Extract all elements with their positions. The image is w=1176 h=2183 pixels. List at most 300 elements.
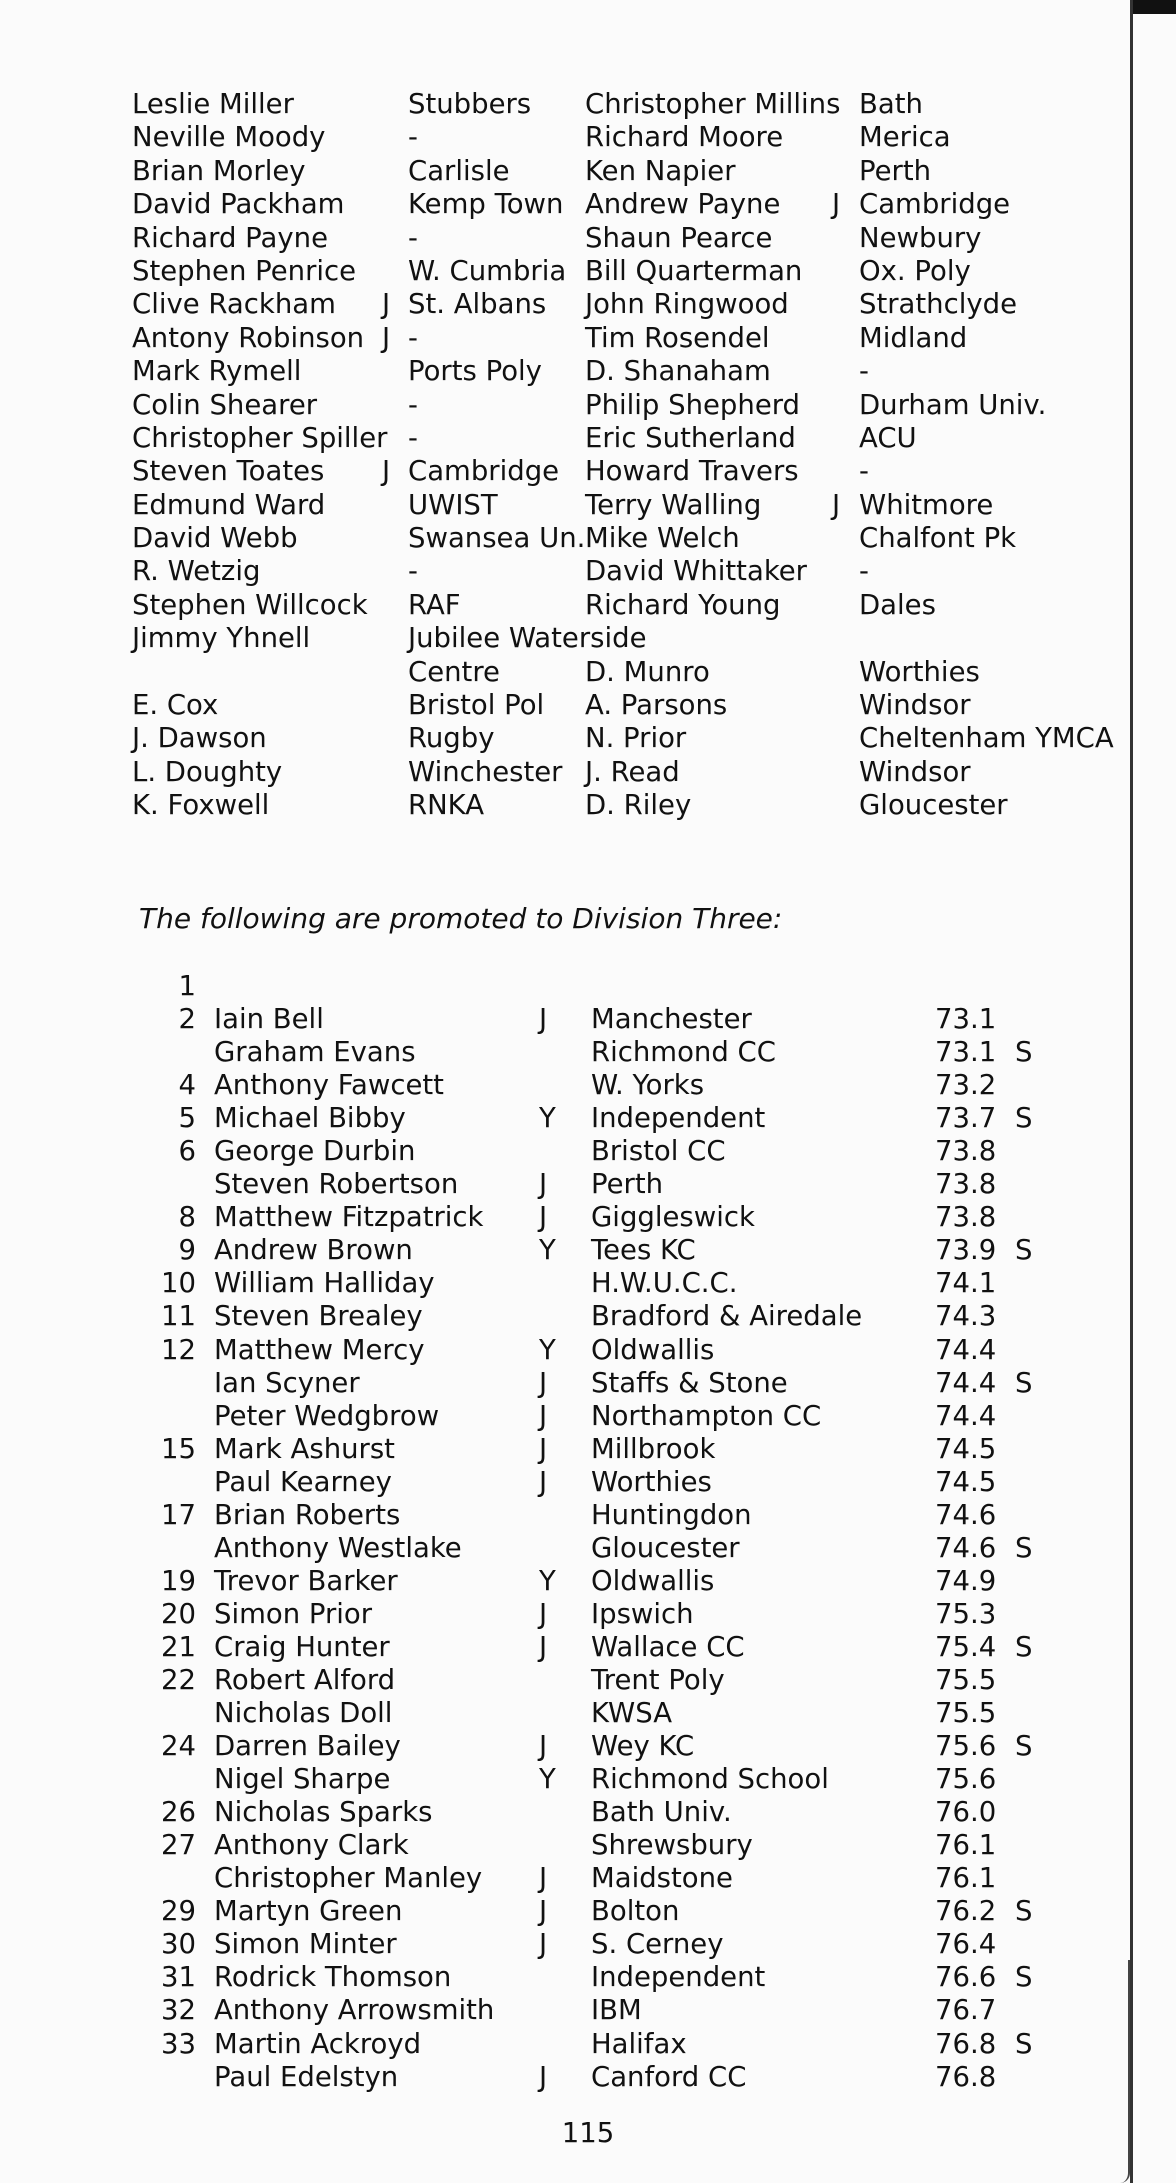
promotion-row (0, 1367, 1100, 1400)
name-list-row (132, 355, 1132, 388)
competitor-name: Ian Scyner (214, 1366, 360, 1399)
competitor-name: Simon Prior (214, 1597, 373, 1630)
age-flag: J (539, 2060, 548, 2093)
club-name: Newbury (859, 221, 982, 254)
name-list-row (132, 121, 1132, 154)
club-name: Trent Poly (591, 1663, 725, 1696)
competitor-name: Mike Welch (585, 522, 740, 555)
club-name: Midland (859, 321, 968, 354)
promotion-row (0, 1267, 1100, 1300)
age-flag: J (539, 1630, 548, 1663)
promotion-table (0, 970, 1100, 2094)
page-number: 115 (561, 2117, 615, 2149)
score-value: 75.5 (935, 1697, 997, 1730)
club-name: Huntingdon (591, 1498, 752, 1531)
senior-flag: S (1015, 1366, 1033, 1399)
club-name: Merica (859, 121, 951, 154)
promotion-row (0, 1895, 1100, 1928)
club-name: Giggleswick (591, 1201, 755, 1234)
junior-flag: J (832, 488, 841, 521)
club-name: Bath Univ. (591, 1796, 732, 1829)
position-number: 10 (161, 1267, 196, 1300)
score-value: 73.8 (935, 1168, 997, 1201)
position-number: 15 (161, 1432, 196, 1465)
club-name: Stubbers (408, 88, 532, 120)
senior-flag: S (1015, 1730, 1033, 1763)
competitor-name: Richard Payne (132, 221, 328, 254)
club-name: W. Cumbria (408, 254, 567, 287)
score-value: 74.4 (935, 1366, 997, 1399)
position-number: 29 (161, 1895, 196, 1928)
competitor-name: A. Parsons (585, 689, 728, 722)
club-name: Bath (859, 88, 923, 120)
score-value: 76.4 (935, 1928, 997, 1961)
club-name: - (859, 455, 869, 488)
competitor-name: Craig Hunter (214, 1630, 390, 1663)
name-list-row (132, 455, 1132, 488)
age-flag: J (539, 1597, 548, 1630)
club-name: W. Yorks (591, 1069, 705, 1102)
competitor-name: Clive Rackham (132, 288, 336, 321)
promotion-row (0, 1961, 1100, 1994)
name-list-row (132, 188, 1132, 221)
promotion-row (0, 1334, 1100, 1367)
competitor-name: Paul Kearney (214, 1465, 392, 1498)
name-list-row (132, 422, 1132, 455)
name-list-row (132, 88, 1132, 121)
score-value: 74.4 (935, 1333, 997, 1366)
position-number: 21 (161, 1630, 196, 1663)
score-value: 76.1 (935, 1862, 997, 1895)
promotion-row (0, 1069, 1100, 1102)
club-name: Chalfont Pk (859, 522, 1017, 555)
competitor-name: Steven Brealey (214, 1300, 423, 1333)
position-number: 4 (178, 1069, 196, 1102)
position-number: 12 (161, 1333, 196, 1366)
score-value: 74.9 (935, 1564, 997, 1597)
promotion-row (0, 1433, 1100, 1466)
competitor-name: D. Munro (585, 655, 710, 688)
position-number: 33 (161, 2027, 196, 2060)
name-list-row (132, 689, 1132, 722)
senior-flag: S (1015, 2027, 1033, 2060)
competitor-name: E. Cox (132, 689, 219, 722)
score-value: 76.0 (935, 1796, 997, 1829)
promotion-row (0, 2061, 1100, 2094)
club-name: UWIST (408, 488, 498, 521)
club-name: Kemp Town (408, 188, 564, 221)
competitor-name: Antony Robinson (132, 321, 365, 354)
junior-flag: J (382, 288, 391, 321)
score-value: 75.4 (935, 1630, 997, 1663)
score-value: 74.1 (935, 1267, 997, 1300)
competitor-name: D. Shanaham (585, 355, 771, 388)
promotion-row (0, 1003, 1100, 1036)
competitor-name: Graham Evans (214, 1036, 416, 1069)
club-name: Jubilee Waterside (408, 622, 647, 655)
score-value: 74.6 (935, 1531, 997, 1564)
position-number: 2 (178, 1003, 196, 1036)
club-name: Wallace CC (591, 1630, 745, 1663)
score-value: 73.1 (935, 1003, 997, 1036)
position-number: 1 (178, 970, 196, 1002)
promotion-row (0, 1036, 1100, 1069)
name-list-row (132, 656, 1132, 689)
competitor-name: David Whittaker (585, 555, 807, 588)
score-value: 75.5 (935, 1663, 997, 1696)
competitor-name: Stephen Penrice (132, 254, 357, 287)
club-name: Bristol CC (591, 1135, 726, 1168)
age-flag: Y (539, 1102, 556, 1135)
score-value: 75.3 (935, 1597, 997, 1630)
promotion-row (0, 1763, 1100, 1796)
score-value: 75.6 (935, 1763, 997, 1796)
age-flag: Y (539, 1564, 556, 1597)
senior-flag: S (1015, 1531, 1033, 1564)
senior-flag: S (1015, 1102, 1033, 1135)
competitor-name: David Webb (132, 522, 298, 555)
promotion-row (0, 1400, 1100, 1433)
age-flag: J (539, 1399, 548, 1432)
age-flag: J (539, 1432, 548, 1465)
club-name: Carlisle (408, 154, 510, 187)
club-name: KWSA (591, 1697, 673, 1730)
competitor-name: N. Prior (585, 722, 687, 755)
club-name: - (408, 221, 418, 254)
competitor-name: Steven Robertson (214, 1168, 459, 1201)
club-name: Richmond CC (591, 1036, 776, 1069)
competitor-name: Philip Shepherd (585, 388, 801, 421)
club-name: Richmond School (591, 1763, 829, 1796)
age-flag: Y (539, 1763, 556, 1796)
competitor-name: Peter Wedgbrow (214, 1399, 440, 1432)
position-number: 27 (161, 1829, 196, 1862)
name-list-row (132, 322, 1132, 355)
competitor-name: Tim Rosendel (585, 321, 770, 354)
competitor-name: J. Read (585, 755, 680, 788)
competitor-name: J. Dawson (132, 722, 267, 755)
age-flag: J (539, 1862, 548, 1895)
club-name: Maidstone (591, 1862, 733, 1895)
club-name: Dales (859, 588, 936, 621)
promotion-heading: The following are promoted to Division Three: (139, 902, 783, 935)
score-value: 76.8 (935, 2060, 997, 2093)
promotion-row (0, 1102, 1100, 1135)
club-name: Swansea Un. (408, 522, 586, 555)
club-name: Cambridge (408, 455, 560, 488)
promotion-row (0, 1499, 1100, 1532)
promotion-row (0, 1631, 1100, 1664)
competitor-name: Andrew Brown (214, 1234, 413, 1267)
competitor-name: Christopher Spiller (132, 421, 388, 454)
promotion-row (0, 1168, 1100, 1201)
club-name: Windsor (859, 755, 971, 788)
competitor-name: Neville Moody (132, 121, 326, 154)
promotion-row (0, 1466, 1100, 1499)
club-name: Perth (859, 154, 932, 187)
competitor-name: Rodrick Thomson (214, 1961, 452, 1994)
name-list-row (132, 589, 1132, 622)
club-name: RNKA (408, 789, 485, 822)
position-number: 30 (161, 1928, 196, 1961)
competitor-name: Ken Napier (585, 154, 736, 187)
age-flag: Y (539, 1333, 556, 1366)
club-name: Oldwallis (591, 1333, 715, 1366)
position-number: 24 (161, 1730, 196, 1763)
age-flag: J (539, 1730, 548, 1763)
competitor-name: Matthew Mercy (214, 1333, 425, 1366)
name-list-row (132, 389, 1132, 422)
age-flag: J (539, 1895, 548, 1928)
competitor-name: L. Doughty (132, 755, 283, 788)
competitor-name: Christopher Millins (585, 88, 841, 120)
competitor-name: Anthony Clark (214, 1829, 409, 1862)
score-value: 74.6 (935, 1498, 997, 1531)
position-number: 5 (178, 1102, 196, 1135)
competitor-name: Robert Alford (214, 1663, 396, 1696)
name-list-row (132, 155, 1132, 188)
club-name: ACU (859, 421, 917, 454)
club-name: Winchester (408, 755, 563, 788)
score-value: 74.3 (935, 1300, 997, 1333)
club-name: Manchester (591, 1003, 752, 1036)
promotion-row (0, 1300, 1100, 1333)
position-number: 20 (161, 1597, 196, 1630)
club-name: Whitmore (859, 488, 994, 521)
competitor-name: Darren Bailey (214, 1730, 401, 1763)
club-name: Bristol Pol (408, 689, 545, 722)
score-value: 73.2 (935, 1069, 997, 1102)
promotion-row (0, 1829, 1100, 1862)
score-value: 75.6 (935, 1730, 997, 1763)
club-name: S. Cerney (591, 1928, 724, 1961)
promotion-row (0, 1697, 1100, 1730)
competitor-name: Anthony Fawcett (214, 1069, 444, 1102)
age-flag: J (539, 1928, 548, 1961)
senior-flag: S (1015, 1036, 1033, 1069)
club-name: - (408, 388, 418, 421)
age-flag: J (539, 1201, 548, 1234)
club-name: - (408, 321, 418, 354)
club-name: H.W.U.C.C. (591, 1267, 738, 1300)
promotion-row (0, 1135, 1100, 1168)
promotion-row (0, 1664, 1100, 1697)
competitor-name: Stephen Willcock (132, 588, 368, 621)
name-list-row (132, 756, 1132, 789)
promotion-row (0, 1234, 1100, 1267)
club-name: Bolton (591, 1895, 680, 1928)
competitor-name: Trevor Barker (214, 1564, 398, 1597)
age-flag: J (539, 1003, 548, 1036)
club-name: Gloucester (859, 789, 1008, 822)
name-list-row (132, 555, 1132, 588)
competitor-name: Anthony Arrowsmith (214, 1994, 495, 2027)
club-name: St. Albans (408, 288, 547, 321)
position-number: 8 (178, 1201, 196, 1234)
competitor-name: George Durbin (214, 1135, 416, 1168)
name-list-row (132, 489, 1132, 522)
competitor-name: Andrew Payne (585, 188, 781, 221)
club-name: Independent (591, 1961, 766, 1994)
age-flag: J (539, 1168, 548, 1201)
promotion-row (0, 1994, 1100, 2027)
club-name: Tees KC (591, 1234, 696, 1267)
competitor-name: Jimmy Yhnell (132, 622, 311, 655)
page-corner-mark (1133, 0, 1176, 14)
club-name: Durham Univ. (859, 388, 1047, 421)
club-name: Strathclyde (859, 288, 1018, 321)
name-list-row (132, 255, 1132, 288)
competitor-name: Shaun Pearce (585, 221, 773, 254)
competitor-name: K. Foxwell (132, 789, 270, 822)
position-number: 17 (161, 1498, 196, 1531)
score-value: 74.5 (935, 1432, 997, 1465)
promotion-row (0, 970, 1100, 1003)
junior-flag: J (832, 188, 841, 221)
competitor-name: Steven Toates (132, 455, 325, 488)
club-name: Ports Poly (408, 355, 542, 388)
score-value: 73.1 (935, 1036, 997, 1069)
competitor-name: Paul Edelstyn (214, 2060, 399, 2093)
club-name: - (408, 555, 418, 588)
club-name: Ipswich (591, 1597, 694, 1630)
club-name: Cambridge (859, 188, 1011, 221)
competitor-name: Nicholas Sparks (214, 1796, 433, 1829)
club-name: Ox. Poly (859, 254, 971, 287)
club-name: Centre (408, 655, 500, 688)
score-value: 76.6 (935, 1961, 997, 1994)
position-number: 9 (178, 1234, 196, 1267)
club-name: Staffs & Stone (591, 1366, 788, 1399)
club-name: Halifax (591, 2027, 687, 2060)
club-name: Wey KC (591, 1730, 695, 1763)
promotion-row (0, 1862, 1100, 1895)
score-value: 74.4 (935, 1399, 997, 1432)
age-flag: J (539, 1465, 548, 1498)
club-name: Oldwallis (591, 1564, 715, 1597)
club-name: - (859, 555, 869, 588)
club-name: Worthies (859, 655, 980, 688)
club-name: Shrewsbury (591, 1829, 753, 1862)
score-value: 73.9 (935, 1234, 997, 1267)
name-list-row (132, 622, 1132, 655)
name-list-row (132, 789, 1132, 822)
competitor-name: R. Wetzig (132, 555, 261, 588)
senior-flag: S (1015, 1234, 1033, 1267)
name-list-row (132, 722, 1132, 755)
club-name: Perth (591, 1168, 664, 1201)
score-value: 76.2 (935, 1895, 997, 1928)
competitor-name: Edmund Ward (132, 488, 326, 521)
promotion-row (0, 1565, 1100, 1598)
promotion-row (0, 2028, 1100, 2061)
competitor-name: Colin Shearer (132, 388, 318, 421)
position-number: 26 (161, 1796, 196, 1829)
club-name: Worthies (591, 1465, 712, 1498)
position-number: 6 (178, 1135, 196, 1168)
score-value: 76.8 (935, 2027, 997, 2060)
club-name: Millbrook (591, 1432, 716, 1465)
continued-name-list (132, 88, 1132, 823)
promotion-row (0, 1532, 1100, 1565)
club-name: Northampton CC (591, 1399, 822, 1432)
club-name: RAF (408, 588, 461, 621)
competitor-name: Eric Sutherland (585, 421, 796, 454)
page-fold-line (1118, 1960, 1130, 2183)
competitor-name: Bill Quarterman (585, 254, 803, 287)
age-flag: J (539, 1366, 548, 1399)
competitor-name: D. Riley (585, 789, 692, 822)
club-name: Bradford & Airedale (591, 1300, 863, 1333)
position-number: 31 (161, 1961, 196, 1994)
club-name: - (859, 355, 869, 388)
senior-flag: S (1015, 1895, 1033, 1928)
competitor-name: Martyn Green (214, 1895, 403, 1928)
club-name: IBM (591, 1994, 642, 2027)
club-name: - (408, 121, 418, 154)
club-name: Canford CC (591, 2060, 747, 2093)
position-number: 22 (161, 1663, 196, 1696)
competitor-name: Leslie Miller (132, 88, 294, 120)
competitor-name: Iain Bell (214, 1003, 324, 1036)
competitor-name: Nigel Sharpe (214, 1763, 391, 1796)
score-value: 73.7 (935, 1102, 997, 1135)
promotion-row (0, 1598, 1100, 1631)
junior-flag: J (382, 321, 391, 354)
competitor-name: Richard Young (585, 588, 781, 621)
competitor-name: Christopher Manley (214, 1862, 483, 1895)
score-value: 74.5 (935, 1465, 997, 1498)
senior-flag: S (1015, 1961, 1033, 1994)
competitor-name: Mark Rymell (132, 355, 302, 388)
score-value: 76.7 (935, 1994, 997, 2027)
competitor-name: Howard Travers (585, 455, 799, 488)
competitor-name: William Halliday (214, 1267, 435, 1300)
score-value: 73.8 (935, 1201, 997, 1234)
club-name: Independent (591, 1102, 766, 1135)
promotion-row (0, 1730, 1100, 1763)
competitor-name: Anthony Westlake (214, 1531, 462, 1564)
competitor-name: Brian Morley (132, 154, 306, 187)
position-number: 19 (161, 1564, 196, 1597)
junior-flag: J (382, 455, 391, 488)
position-number: 32 (161, 1994, 196, 2027)
competitor-name: Brian Roberts (214, 1498, 401, 1531)
competitor-name: Simon Minter (214, 1928, 397, 1961)
name-list-row (132, 522, 1132, 555)
senior-flag: S (1015, 1630, 1033, 1663)
promotion-row (0, 1796, 1100, 1829)
club-name: Cheltenham YMCA (859, 722, 1114, 755)
competitor-name: Mark Ashurst (214, 1432, 395, 1465)
competitor-name: Martin Ackroyd (214, 2027, 422, 2060)
competitor-name: John Ringwood (585, 288, 789, 321)
position-number: 11 (161, 1300, 196, 1333)
competitor-name: Michael Bibby (214, 1102, 406, 1135)
competitor-name: David Packham (132, 188, 345, 221)
score-value: 73.8 (935, 1135, 997, 1168)
competitor-name: Terry Walling (585, 488, 762, 521)
age-flag: Y (539, 1234, 556, 1267)
promotion-row (0, 1201, 1100, 1234)
club-name: - (408, 421, 418, 454)
name-list-row (132, 222, 1132, 255)
club-name: Gloucester (591, 1531, 740, 1564)
club-name: Windsor (859, 689, 971, 722)
score-value: 76.1 (935, 1829, 997, 1862)
competitor-name: Richard Moore (585, 121, 784, 154)
promotion-row (0, 1928, 1100, 1961)
